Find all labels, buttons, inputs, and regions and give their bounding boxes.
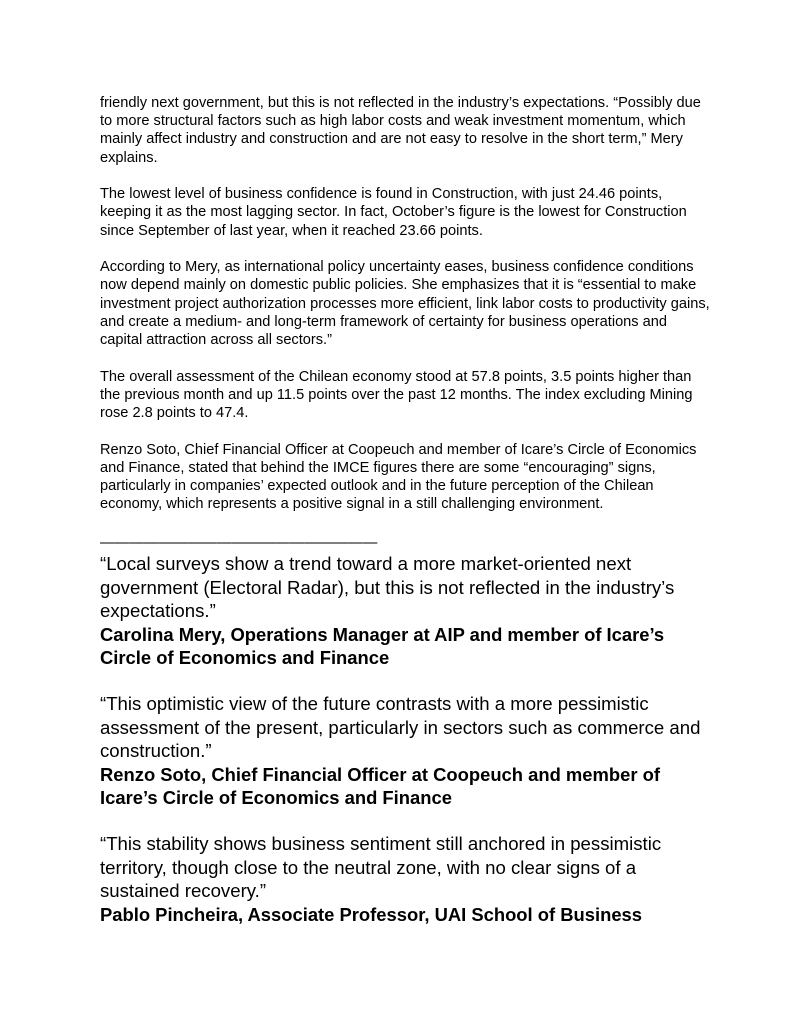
quote-author: Pablo Pincheira, Associate Professor, UAI School of Business xyxy=(100,903,643,925)
body-paragraph: Renzo Soto, Chief Financial Officer at Coopeuch and member of Icare’s Circle of Economics and Finance, stated that behind the IMCE figures there are some “encouraging” signs, particularly in companies’ expected outlook and in the future perception of the Chilean economy, which represents a positive signal in a still challenging environment. xyxy=(100,441,697,513)
quote-block xyxy=(100,692,710,809)
quote-text: “This optimistic view of the future contrasts with a more pessimistic assessment of the present, particularly in sectors such as commerce and construction.” xyxy=(100,693,701,762)
quote-text: “Local surveys show a trend toward a more market-oriented next government (Electoral Radar), but this is not reflected in the industry’s expectations.” xyxy=(100,553,675,622)
quote-block xyxy=(100,552,710,669)
body-paragraph: friendly next government, but this is not reflected in the industry’s expectations. “Possibly due to more structural factors such as high labor costs and weak investment momentum, which mainly affect industry and construction and are not easy to resolve in the short term,” Mery explains. xyxy=(100,95,701,166)
body-paragraph: The overall assessment of the Chilean economy stood at 57.8 points, 3.5 points higher than the previous month and up 11.5 points over the past 12 months. The index excluding Mining rose 2.8 points to 47.4. xyxy=(100,368,693,422)
body-paragraph: According to Mery, as international policy uncertainty eases, business confidence conditions now depend mainly on domestic public policies. She emphasizes that it is “essential to make investment project authorization processes more efficient, link labor costs to productivity gains, and create a medium- and long-term framework of certainty for business operations and capital attraction across all sectors.” xyxy=(100,259,710,349)
quote-author: Carolina Mery, Operations Manager at AIP and member of Icare’s Circle of Economics and Finance xyxy=(100,623,665,669)
quote-author: Renzo Soto, Chief Financial Officer at Coopeuch and member of Icare’s Circle of Economics and Finance xyxy=(100,763,660,809)
quote-text: “This stability shows business sentiment still anchored in pessimistic territory, though close to the neutral zone, with no clear signs of a sustained recovery.” xyxy=(100,833,662,902)
document-page xyxy=(100,94,710,949)
body-paragraph: The lowest level of business confidence is found in Construction, with just 24.46 points, keeping it as the most lagging sector. In fact, October’s figure is the lowest for Construction since September of last year, when it reached 23.66 points. xyxy=(100,186,687,239)
quote-block xyxy=(100,832,710,926)
section-divider: ——————————————————— xyxy=(100,535,378,552)
